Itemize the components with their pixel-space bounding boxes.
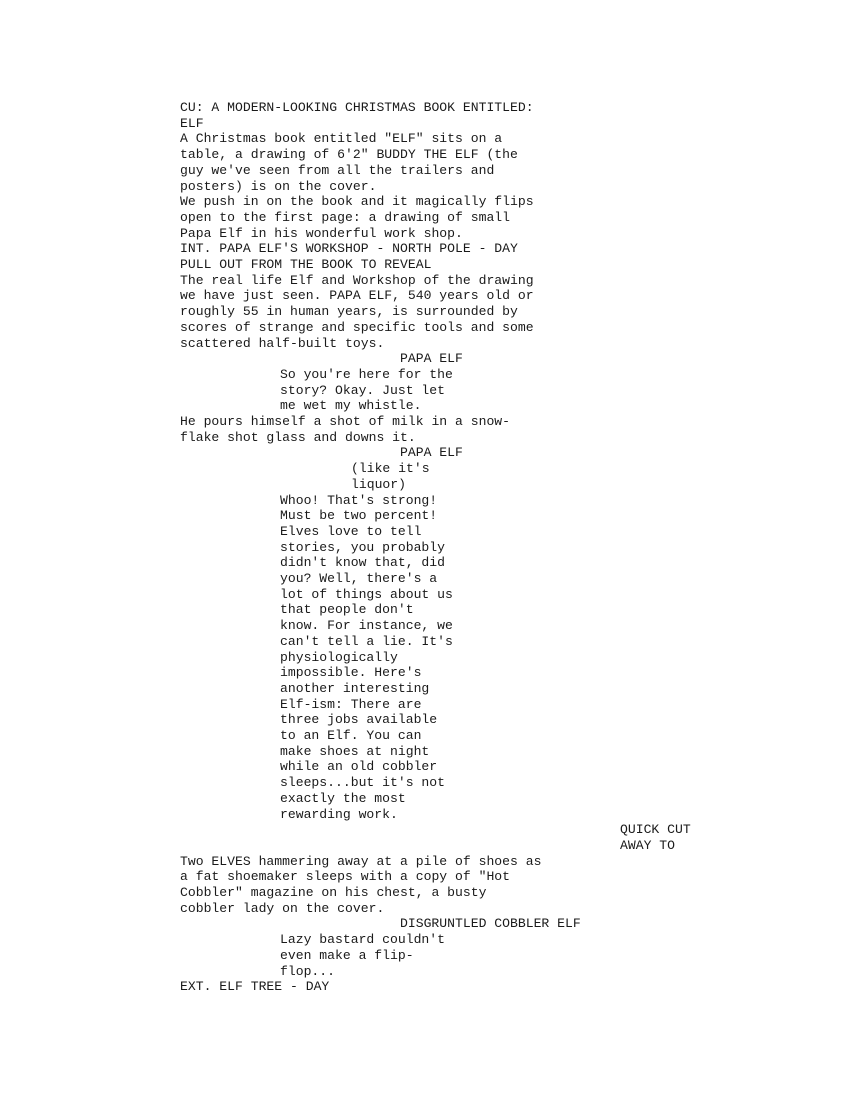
dialogue-line: Lazy bastard couldn't xyxy=(280,932,446,948)
dialogue-line: impossible. Here's xyxy=(280,665,422,681)
dialogue-line: lot of things about us xyxy=(280,586,453,602)
action-line: posters) is on the cover. xyxy=(180,178,377,194)
dialogue-line: Elf-ism: There are xyxy=(280,696,422,712)
action-line: flake shot glass and downs it. xyxy=(180,429,416,445)
parenthetical-line: (like it's xyxy=(351,461,430,477)
dialogue-line: make shoes at night xyxy=(280,743,430,759)
action-line: CU: A MODERN-LOOKING CHRISTMAS BOOK ENTITLED: xyxy=(180,100,534,115)
transition-line: AWAY TO xyxy=(620,837,676,853)
dialogue-line: physiologically xyxy=(280,649,398,665)
dialogue-line: story? Okay. Just let xyxy=(280,382,446,398)
action-line: Papa Elf in his wonderful work shop. xyxy=(180,225,463,241)
action-line: open to the first page: a drawing of small xyxy=(180,209,511,225)
action-line: PULL OUT FROM THE BOOK TO REVEAL xyxy=(180,257,432,272)
dialogue-line: know. For instance, we xyxy=(280,618,453,634)
dialogue-line: three jobs available xyxy=(280,712,438,728)
action-line: a fat shoemaker sleeps with a copy of "Hot xyxy=(180,869,511,885)
action-line: ELF xyxy=(180,115,204,131)
action-line: He pours himself a shot of milk in a snow- xyxy=(180,414,511,429)
action-line: cobbler lady on the cover. xyxy=(180,900,385,916)
action-line: scattered half-built toys. xyxy=(180,335,385,351)
dialogue-line: stories, you probably xyxy=(280,539,446,555)
parenthetical-line: liquor) xyxy=(351,476,407,492)
transition-line: QUICK CUT xyxy=(620,822,691,838)
character-name: PAPA ELF xyxy=(400,445,463,461)
dialogue-line: rewarding work. xyxy=(280,806,398,822)
action-line: Cobbler" magazine on his chest, a busty xyxy=(180,885,487,900)
dialogue-line: sleeps...but it's not xyxy=(280,775,446,791)
action-line: We push in on the book and it magically flips xyxy=(180,194,534,210)
dialogue-line: that people don't xyxy=(280,602,414,618)
action-line: guy we've seen from all the trailers and xyxy=(180,162,495,178)
action-line: EXT. ELF TREE - DAY xyxy=(180,979,330,995)
dialogue-line: another interesting xyxy=(280,680,430,696)
dialogue-line: Must be two percent! xyxy=(280,508,438,524)
action-line: scores of strange and specific tools and some xyxy=(180,319,534,335)
dialogue-line: Elves love to tell xyxy=(280,523,422,539)
dialogue-line: to an Elf. You can xyxy=(280,728,422,743)
dialogue-line: flop... xyxy=(280,963,336,979)
action-line: A Christmas book entitled "ELF" sits on a xyxy=(180,131,503,147)
dialogue-line: exactly the most xyxy=(280,790,406,806)
action-line: Two ELVES hammering away at a pile of shoes as xyxy=(180,853,542,869)
action-line: table, a drawing of 6'2" BUDDY THE ELF (the xyxy=(180,147,518,163)
dialogue-line: can't tell a lie. It's xyxy=(280,633,453,649)
dialogue-line: So you're here for the xyxy=(280,366,453,382)
action-line: we have just seen. PAPA ELF, 540 years old or xyxy=(180,288,534,304)
dialogue-line: didn't know that, did xyxy=(280,555,446,571)
character-name: DISGRUNTLED COBBLER ELF xyxy=(400,916,581,932)
dialogue-line: while an old cobbler xyxy=(280,759,438,775)
character-name: PAPA ELF xyxy=(400,351,463,367)
dialogue-line: me wet my whistle. xyxy=(280,398,422,414)
action-line: The real life Elf and Workshop of the drawing xyxy=(180,272,534,288)
action-line: roughly 55 in human years, is surrounded by xyxy=(180,304,518,320)
dialogue-line: you? Well, there's a xyxy=(280,571,438,586)
dialogue-line: Whoo! That's strong! xyxy=(280,492,438,508)
action-line: INT. PAPA ELF'S WORKSHOP - NORTH POLE - DAY xyxy=(180,241,518,257)
dialogue-line: even make a flip- xyxy=(280,947,414,963)
